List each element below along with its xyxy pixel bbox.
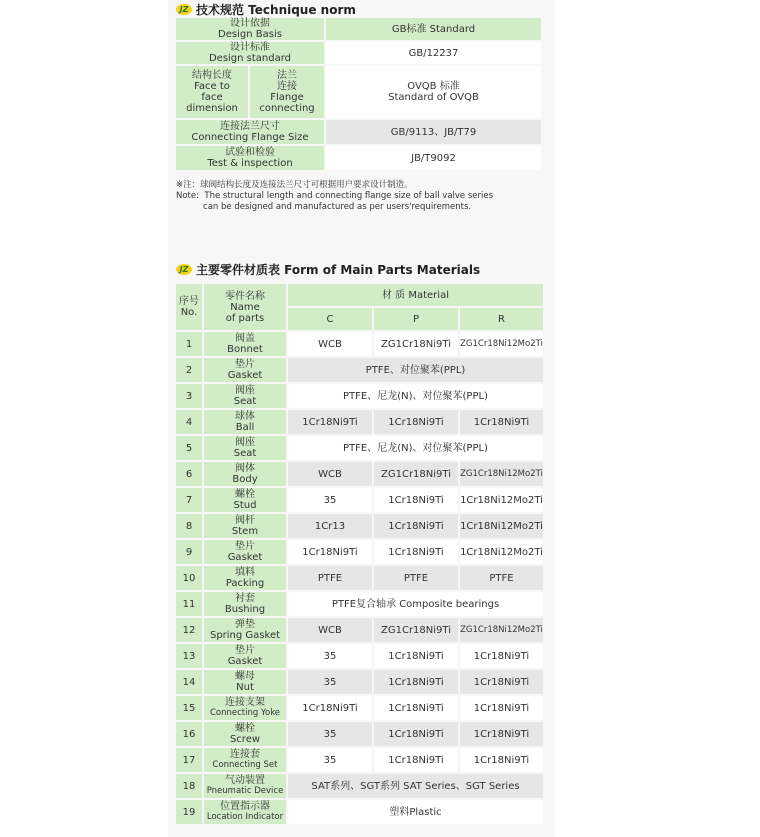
row-label-cn: 连接法兰尺寸 (220, 121, 280, 132)
technique-norm-table (174, 16, 543, 172)
company-logo-icon: JZ (176, 4, 192, 15)
part-name (204, 618, 286, 642)
part-name-cn: 阀体 (235, 463, 255, 474)
material-span: PTFE、对位聚苯(PPL) (288, 358, 543, 382)
material-p: ZG1Cr18Ni9Ti (374, 332, 458, 356)
part-name-cn: 弹垫 (235, 619, 255, 630)
material-r: PTFE (460, 566, 543, 590)
row-label-en: Test & inspection (207, 158, 293, 169)
materials-table (174, 282, 545, 826)
table-row (176, 592, 543, 616)
table-row (176, 410, 543, 434)
table-row (176, 644, 543, 668)
table-row (176, 800, 543, 824)
material-span: PTFE、尼龙(N)、对位聚苯(PPL) (288, 384, 543, 408)
row-value: GB标准 Standard (326, 18, 541, 40)
part-name (204, 488, 286, 512)
material-c: 35 (288, 488, 372, 512)
table-row (176, 566, 543, 590)
table-row (176, 18, 541, 40)
part-name-en: Location Indicator (206, 812, 284, 822)
table-row (176, 670, 543, 694)
material-p: 1Cr18Ni9Ti (374, 410, 458, 434)
material-r: 1Cr18Ni12Mo2Ti (460, 488, 543, 512)
table-row (176, 462, 543, 486)
header-material: 材 质 Material (288, 284, 543, 306)
material-r: ZG1Cr18Ni12Mo2Ti (460, 332, 543, 356)
face-to-face-label: 结构长度 Face to face dimension (176, 66, 248, 118)
material-c: 35 (288, 748, 372, 772)
part-name (204, 722, 286, 746)
material-p: 1Cr18Ni9Ti (374, 540, 458, 564)
part-name (204, 670, 286, 694)
material-r: 1Cr18Ni12Mo2Ti (460, 540, 543, 564)
row-number: 10 (176, 566, 202, 590)
table-row (176, 66, 541, 118)
part-name-en: Spring Gasket (209, 630, 281, 641)
material-p: 1Cr18Ni9Ti (374, 514, 458, 538)
material-c: WCB (288, 462, 372, 486)
material-span: SAT系列、SGT系列 SAT Series、SGT Series (288, 774, 543, 798)
table-row (176, 488, 543, 512)
part-name-cn: 气动装置 (225, 775, 265, 786)
part-name-cn: 阀盖 (235, 333, 255, 344)
table-row (176, 774, 543, 798)
table-row (176, 120, 541, 144)
part-name (204, 748, 286, 772)
row-number: 19 (176, 800, 202, 824)
part-name-en: Connecting Yoke (209, 708, 281, 718)
material-c: WCB (288, 332, 372, 356)
row-label-cn: 设计标准 (230, 42, 270, 53)
material-r: 1Cr18Ni9Ti (460, 410, 543, 434)
header-no: 序号 No. (176, 284, 202, 330)
part-name (204, 644, 286, 668)
flange-connecting-label: 法兰 连接 Flange connecting (250, 66, 324, 118)
part-name-en: Ball (235, 422, 255, 433)
row-label-en: Connecting Flange Size (191, 132, 309, 143)
part-name-en: Bushing (224, 604, 266, 615)
table-header-row (176, 284, 543, 306)
header-col-p: P (374, 308, 458, 330)
table-row (176, 146, 541, 170)
technique-norm-title: 技术规范 Technique norm (196, 2, 356, 17)
table-row (176, 332, 543, 356)
part-name-cn: 连接套 (230, 749, 260, 760)
row-number: 15 (176, 696, 202, 720)
material-c: 35 (288, 722, 372, 746)
part-name-cn: 阀座 (235, 437, 255, 448)
part-name-en: Pneumatic Device (206, 786, 284, 796)
row-number: 12 (176, 618, 202, 642)
material-c: 1Cr18Ni9Ti (288, 410, 372, 434)
part-name-en: Seat (233, 396, 257, 407)
part-name-cn: 垫片 (235, 645, 255, 656)
part-name-en: Nut (236, 682, 254, 693)
part-name (204, 696, 286, 720)
part-name-en: Gasket (227, 370, 263, 381)
row-number: 13 (176, 644, 202, 668)
material-r: 1Cr18Ni12Mo2Ti (460, 514, 543, 538)
table-row (176, 42, 541, 64)
part-name-cn: 阀座 (235, 385, 255, 396)
part-name (204, 410, 286, 434)
table-row (176, 514, 543, 538)
table-row (176, 696, 543, 720)
material-r: 1Cr18Ni9Ti (460, 722, 543, 746)
material-c: 35 (288, 644, 372, 668)
material-span: PTFE、尼龙(N)、对位聚苯(PPL) (288, 436, 543, 460)
part-name-en: Packing (225, 578, 265, 589)
part-name (204, 774, 286, 798)
table-row (176, 436, 543, 460)
material-r: 1Cr18Ni9Ti (460, 696, 543, 720)
table-row (176, 540, 543, 564)
row-number: 16 (176, 722, 202, 746)
material-r: 1Cr18Ni9Ti (460, 748, 543, 772)
row-number: 8 (176, 514, 202, 538)
part-name (204, 358, 286, 382)
row-value: GB/12237 (326, 42, 541, 64)
header-col-c: C (288, 308, 372, 330)
row-label-en: Design standard (208, 53, 292, 64)
face-to-face-value: OVQB 标准 Standard of OVQB (326, 66, 541, 118)
header-name: 零件名称 Name of parts (204, 284, 286, 330)
part-name (204, 384, 286, 408)
material-r: 1Cr18Ni9Ti (460, 644, 543, 668)
material-span: 塑料Plastic (288, 800, 543, 824)
part-name-en: Gasket (227, 656, 263, 667)
row-number: 11 (176, 592, 202, 616)
material-p: ZG1Cr18Ni9Ti (374, 618, 458, 642)
material-c: 1Cr18Ni9Ti (288, 696, 372, 720)
material-p: 1Cr18Ni9Ti (374, 722, 458, 746)
company-logo-icon: JZ (176, 264, 192, 275)
part-name-en: Stem (231, 526, 259, 537)
part-name (204, 462, 286, 486)
table-note: ※注：球阀结构长度及连接法兰尺寸可根据用户要求设计制造。 Note: The structural length and connecting flange size of ball valve series can be designed and manufactured as per users'requirements. (176, 180, 494, 212)
material-p: 1Cr18Ni9Ti (374, 696, 458, 720)
material-p: 1Cr18Ni9Ti (374, 488, 458, 512)
table-row (176, 618, 543, 642)
materials-title: 主要零件材质表 Form of Main Parts Materials (196, 262, 481, 277)
material-p: PTFE (374, 566, 458, 590)
materials-heading (176, 260, 480, 278)
part-name-cn: 填料 (235, 567, 255, 578)
table-row (176, 358, 543, 382)
table-row (176, 722, 543, 746)
row-number: 1 (176, 332, 202, 356)
row-number: 6 (176, 462, 202, 486)
row-label-cn: 设计依据 (230, 18, 270, 29)
row-number: 9 (176, 540, 202, 564)
material-c: WCB (288, 618, 372, 642)
part-name (204, 332, 286, 356)
row-label-en: Design Basis (218, 29, 282, 40)
table-row (176, 748, 543, 772)
part-name-cn: 阀杆 (235, 515, 255, 526)
header-col-r: R (460, 308, 543, 330)
part-name-cn: 衬套 (235, 593, 255, 604)
material-c: 1Cr13 (288, 514, 372, 538)
material-p: 1Cr18Ni9Ti (374, 644, 458, 668)
row-label-cn: 试验和检验 (225, 147, 275, 158)
material-c: 35 (288, 670, 372, 694)
row-number: 4 (176, 410, 202, 434)
part-name-cn: 位置指示器 (220, 801, 270, 812)
part-name (204, 436, 286, 460)
part-name-en: Gasket (227, 552, 263, 563)
row-value: GB/9113、JB/T79 (326, 120, 541, 144)
part-name-en: Screw (229, 734, 261, 745)
part-name-cn: 连接支架 (225, 697, 265, 708)
part-name-en: Connecting Set (212, 760, 278, 770)
material-r: ZG1Cr18Ni12Mo2Ti (460, 462, 543, 486)
material-span: PTFE复合轴承 Composite bearings (288, 592, 543, 616)
part-name (204, 800, 286, 824)
part-name (204, 566, 286, 590)
row-number: 14 (176, 670, 202, 694)
material-c: PTFE (288, 566, 372, 590)
part-name-cn: 垫片 (235, 359, 255, 370)
part-name (204, 592, 286, 616)
row-number: 5 (176, 436, 202, 460)
part-name-cn: 球体 (235, 411, 255, 422)
row-number: 3 (176, 384, 202, 408)
material-c: 1Cr18Ni9Ti (288, 540, 372, 564)
material-p: 1Cr18Ni9Ti (374, 748, 458, 772)
row-number: 18 (176, 774, 202, 798)
part-name-en: Body (232, 474, 258, 485)
part-name-en: Stud (233, 500, 257, 511)
material-p: ZG1Cr18Ni9Ti (374, 462, 458, 486)
table-row (176, 384, 543, 408)
row-number: 7 (176, 488, 202, 512)
part-name-cn: 螺栓 (235, 489, 255, 500)
material-r: 1Cr18Ni9Ti (460, 670, 543, 694)
material-p: 1Cr18Ni9Ti (374, 670, 458, 694)
part-name-en: Bonnet (227, 344, 263, 355)
row-number: 2 (176, 358, 202, 382)
part-name-cn: 垫片 (235, 541, 255, 552)
part-name-cn: 螺母 (235, 671, 255, 682)
part-name-en: Seat (233, 448, 257, 459)
part-name-cn: 螺栓 (235, 723, 255, 734)
row-number: 17 (176, 748, 202, 772)
part-name (204, 540, 286, 564)
material-r: ZG1Cr18Ni12Mo2Ti (460, 618, 543, 642)
part-name (204, 514, 286, 538)
row-value: JB/T9092 (326, 146, 541, 170)
